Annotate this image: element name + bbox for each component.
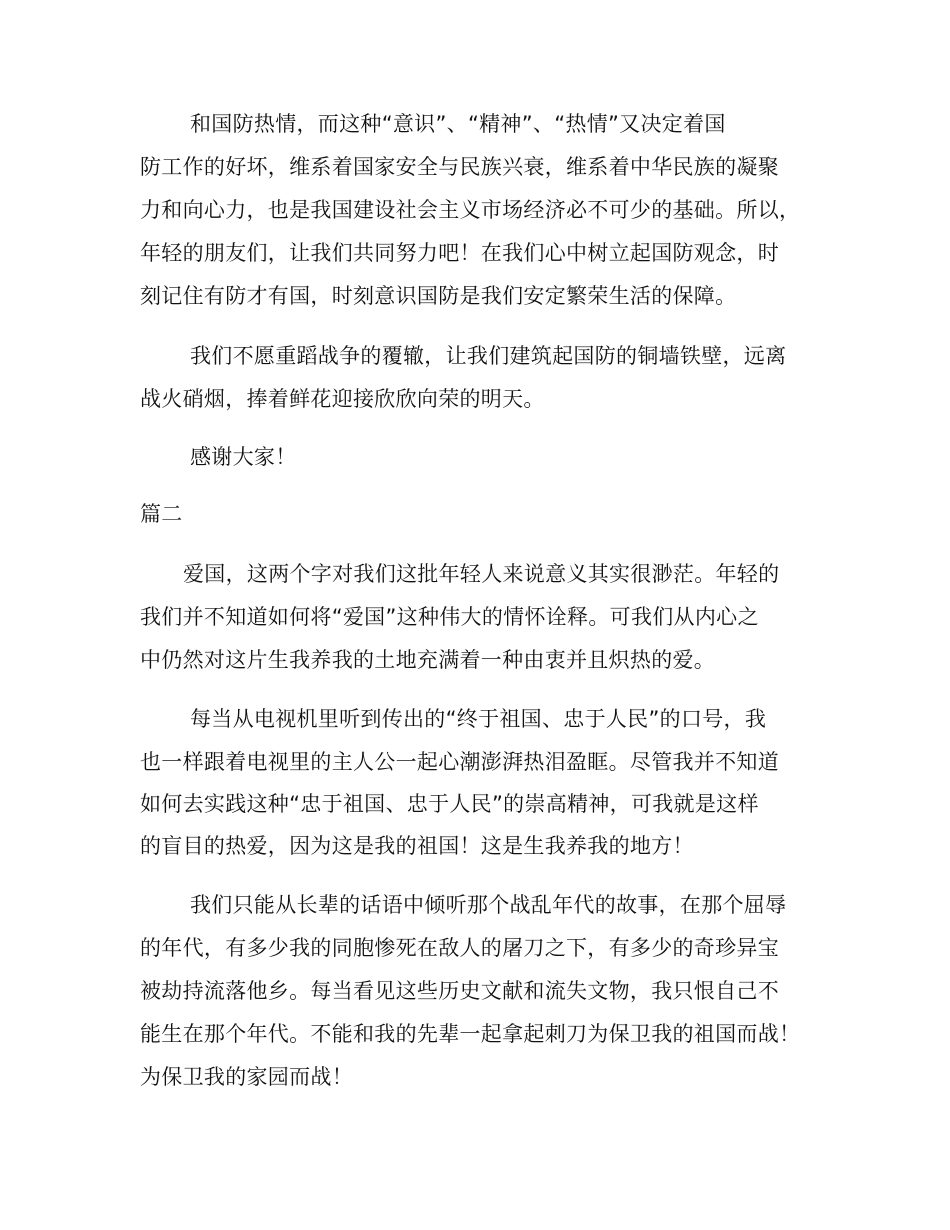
text-line: 我们不愿重蹈战争的覆辙，让我们建筑起国防的铜墙铁壁，远离 (190, 344, 787, 368)
text-line: 我们并不知道如何将“爱国”这种伟大的情怀诠释。可我们从内心之 (140, 605, 759, 629)
text-line: 爱国，这两个字对我们这批年轻人来说意义其实很渺茫。年轻的 (183, 562, 780, 586)
text-line: 刻记住有防才有国，时刻意识国防是我们安定繁荣生活的保障。 (140, 284, 737, 308)
text-line: 中仍然对这片生我养我的土地充满着一种由衷并且炽热的爱。 (140, 648, 716, 672)
text-line: 我们只能从长辈的话语中倾听那个战乱年代的故事，在那个屈辱 (190, 893, 787, 917)
text-line: 防工作的好坏，维系着国家安全与民族兴衰，维系着中华民族的凝聚 (140, 155, 779, 179)
text-line: 能生在那个年代。不能和我的先辈一起拿起刺刀为保卫我的祖国而战！ (140, 1022, 801, 1046)
section-heading: 篇二 (140, 502, 183, 526)
text-line: 也一样跟着电视里的主人公一起心潮澎湃热泪盈眶。尽管我并不知道 (140, 750, 779, 774)
text-line: 如何去实践这种“忠于祖国、忠于人民”的崇高精神，可我就是这样 (140, 792, 759, 816)
text-line: 年轻的朋友们，让我们共同努力吧！在我们心中树立起国防观念，时 (140, 241, 779, 265)
text-line: 力和向心力，也是我国建设社会主义市场经济必不可少的基础。所以， (140, 198, 801, 222)
text-line: 的年代，有多少我的同胞惨死在敌人的屠刀之下，有多少的奇珍异宝 (140, 936, 779, 960)
text-line: 被劫持流落他乡。每当看见这些历史文献和流失文物，我只恨自己不 (140, 979, 779, 1003)
text-line: 每当从电视机里听到传出的“终于祖国、忠于人民”的口号，我 (190, 707, 767, 731)
text-line: 感谢大家！ (190, 445, 297, 469)
text-line: 战火硝烟，捧着鲜花迎接欣欣向荣的明天。 (140, 387, 545, 411)
text-line: 为保卫我的家园而战！ (140, 1065, 353, 1089)
text-line: 的盲目的热爱，因为这是我的祖国！这是生我养我的地方！ (140, 834, 694, 858)
text-line: 和国防热情，而这种“意识”、“精神”、“热情”又决定着国 (190, 112, 726, 136)
